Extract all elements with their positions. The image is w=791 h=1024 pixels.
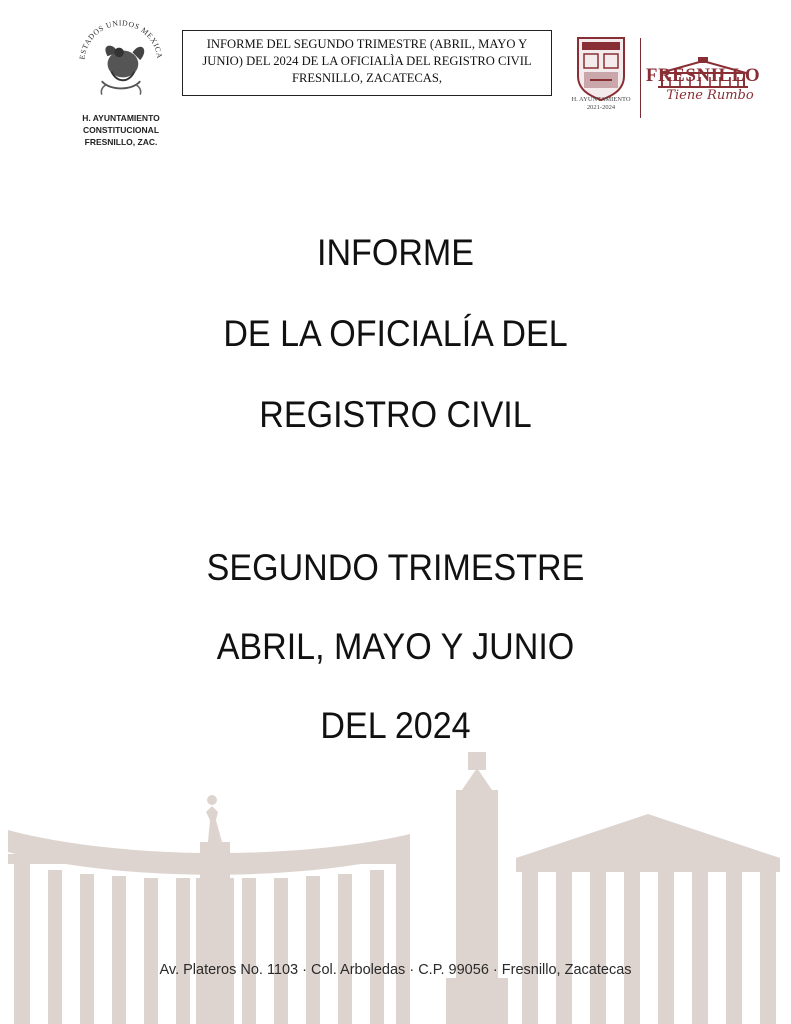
ayuntamiento-caption-line: 2021-2024 xyxy=(586,104,616,111)
seal-caption-line: CONSTITUCIONAL xyxy=(82,125,160,135)
report-header-box: INFORME DEL SEGUNDO TRIMESTRE (ABRIL, MAYO Y JUNIO) DEL 2024 DE LA OFICIALÌA DEL REGISTRO CIVIL FRESNILLO, ZACATECAS, xyxy=(182,30,552,96)
seal-ring-text: ESTADOS UNIDOS MEXICA xyxy=(77,18,165,61)
city-silhouette-illustration xyxy=(0,750,791,1024)
report-period xyxy=(32,528,760,765)
brand-name: FRESNILLO xyxy=(645,65,761,86)
period-line: DEL 2024 xyxy=(320,705,471,746)
period-line: ABRIL, MAYO Y JUNIO xyxy=(216,626,575,667)
seal-caption-line: H. AYUNTAMIENTO xyxy=(82,113,160,123)
brand-tagline: Tiene Rumbo xyxy=(666,88,754,103)
ayuntamiento-caption xyxy=(568,96,634,112)
title-line: REGISTRO CIVIL xyxy=(259,394,532,435)
logo-divider xyxy=(640,38,641,118)
seal-caption-line: FRESNILLO, ZAC. xyxy=(84,137,158,147)
ayuntamiento-caption-line: H. AYUNTAMIENTO xyxy=(571,96,631,103)
document-title xyxy=(32,212,760,455)
seal-caption xyxy=(60,112,182,148)
title-line: DE LA OFICIALÍA DEL xyxy=(223,313,568,354)
mexican-coat-of-arms-icon xyxy=(73,14,169,110)
coat-of-arms-block xyxy=(60,14,182,148)
footer-address: Av. Plateros No. 1103 · Col. Arboledas · C.P. 99056 · Fresnillo, Zacatecas xyxy=(159,962,632,978)
title-line: INFORME xyxy=(317,232,474,273)
period-line: SEGUNDO TRIMESTRE xyxy=(206,547,585,588)
